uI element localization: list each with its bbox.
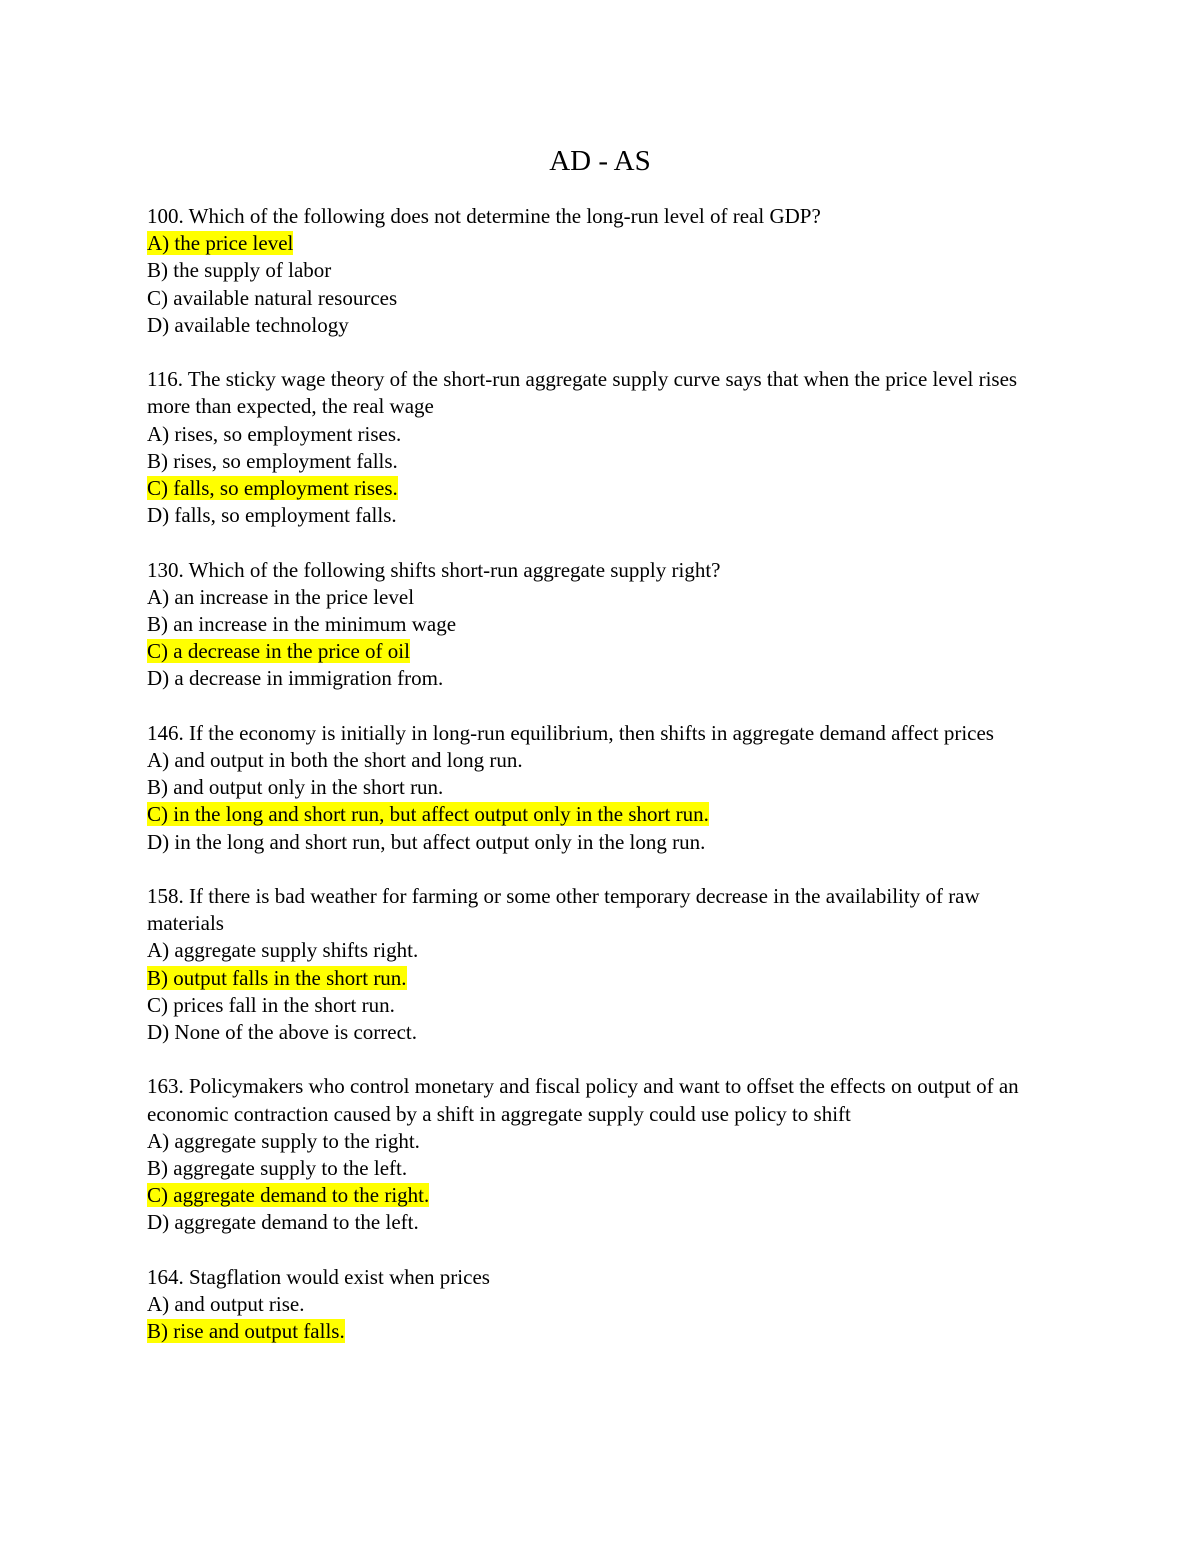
question-text: 163. Policymakers who control monetary and fiscal policy and want to offset the effects on output of an economic contraction caused by a shift in aggregate supply could use policy to shift [147, 1074, 1019, 1126]
answer-option-highlighted [147, 638, 1057, 665]
answer-option [147, 774, 1057, 801]
question-text: 130. Which of the following shifts short-run aggregate supply right? [147, 557, 721, 582]
answer-option-text: B) rises, so employment falls. [147, 448, 398, 473]
answer-option-text: C) available natural resources [147, 285, 398, 310]
answer-option [147, 937, 1057, 964]
answer-option [147, 747, 1057, 774]
answer-option-text: A) aggregate supply to the right. [147, 1128, 420, 1153]
answer-option [147, 829, 1057, 856]
question-text: 164. Stagflation would exist when prices [147, 1264, 490, 1289]
answer-option-text: C) prices fall in the short run. [147, 992, 395, 1017]
answer-option [147, 1291, 1057, 1318]
answer-option-highlighted [147, 475, 1057, 502]
answer-option [147, 257, 1057, 284]
answer-option [147, 502, 1057, 529]
question-block [147, 203, 1057, 339]
answer-option-text: C) falls, so employment rises. [147, 476, 398, 501]
answer-option-text: A) rises, so employment rises. [147, 421, 402, 446]
answer-option-text: C) aggregate demand to the right. [147, 1183, 430, 1208]
answer-option [147, 584, 1057, 611]
answer-option-text: C) in the long and short run, but affect output only in the short run. [147, 802, 709, 827]
answer-option-text: A) aggregate supply shifts right. [147, 938, 419, 963]
answer-option-highlighted [147, 1318, 1057, 1345]
answer-option [147, 665, 1057, 692]
answer-option-text: D) falls, so employment falls. [147, 503, 397, 528]
answer-option-highlighted [147, 230, 1057, 257]
answer-option-text: B) an increase in the minimum wage [147, 612, 457, 637]
answer-option [147, 611, 1057, 638]
answer-option-text: A) the price level [147, 231, 294, 256]
answer-option-text: A) and output rise. [147, 1292, 305, 1317]
answer-option [147, 1019, 1057, 1046]
answer-option [147, 448, 1057, 475]
answer-option-text: D) aggregate demand to the left. [147, 1210, 419, 1235]
answer-option-highlighted [147, 1182, 1057, 1209]
question-text: 100. Which of the following does not determine the long-run level of real GDP? [147, 204, 821, 228]
answer-option-text: B) and output only in the short run. [147, 775, 444, 800]
question-block [147, 366, 1057, 529]
answer-option [147, 1128, 1057, 1155]
answer-option-text: D) in the long and short run, but affect output only in the long run. [147, 829, 706, 854]
question-text: 116. The sticky wage theory of the short-run aggregate supply curve says that when the price level rises more than expected, the real wage [147, 367, 1018, 419]
question-block [147, 557, 1057, 693]
question-block [147, 1073, 1057, 1236]
document-title: AD - AS [549, 145, 651, 177]
answer-option-text: B) the supply of labor [147, 258, 332, 283]
answer-option [147, 285, 1057, 312]
question-text: 158. If there is bad weather for farming or some other temporary decrease in the availability of raw materials [147, 884, 980, 936]
answer-option-text: B) rise and output falls. [147, 1319, 345, 1344]
answer-option-text: D) a decrease in immigration from. [147, 666, 444, 691]
answer-option-text: D) None of the above is correct. [147, 1020, 417, 1045]
answer-option [147, 421, 1057, 448]
answer-option-highlighted [147, 965, 1057, 992]
answer-option [147, 312, 1057, 339]
answer-option [147, 1155, 1057, 1182]
answer-option [147, 1209, 1057, 1236]
answer-option [147, 992, 1057, 1019]
answer-option-text: A) and output in both the short and long run. [147, 748, 523, 773]
answer-option-highlighted [147, 801, 1057, 828]
answer-option-text: B) output falls in the short run. [147, 965, 407, 990]
answer-option-text: A) an increase in the price level [147, 584, 415, 609]
question-block [147, 1264, 1057, 1346]
question-text: 146. If the economy is initially in long-run equilibrium, then shifts in aggregate demand affect prices [147, 720, 994, 745]
question-block [147, 883, 1057, 1046]
question-block [147, 720, 1057, 856]
answer-option-text: C) a decrease in the price of oil [147, 639, 410, 664]
question-list [147, 203, 1057, 1373]
answer-option-text: B) aggregate supply to the left. [147, 1156, 408, 1181]
answer-option-text: D) available technology [147, 312, 349, 337]
